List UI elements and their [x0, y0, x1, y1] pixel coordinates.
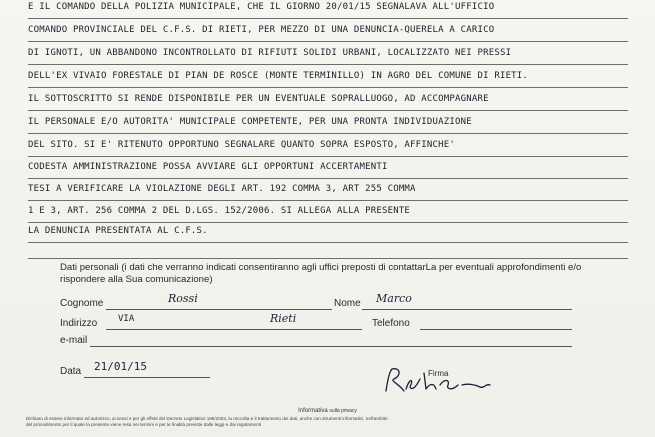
- handwritten-line-10: 1 E 3, ART. 256 COMMA 2 DEL D.LGS. 152/2006. SI ALLEGA ALLA PRESENTE: [28, 200, 628, 223]
- data-label: Data: [60, 366, 82, 377]
- informativa-text-line-2: del procedimento per il quale la presente viene resa nei termini e per le finalità previste dalle leggi e dai regolamenti: [26, 422, 261, 427]
- telefono-field[interactable]: [420, 329, 572, 330]
- handwritten-line-11: LA DENUNCIA PRESENTATA AL C.F.S.: [28, 220, 628, 243]
- handwritten-line-6: IL PERSONALE E/O AUTORITA' MUNICIPALE COMPETENTE, PER UNA PRONTA INDIVIDUAZIONE: [28, 111, 628, 134]
- row-data: [60, 360, 260, 380]
- informativa-title-main: Informativa: [298, 408, 328, 414]
- row-indirizzo-telefono: [60, 312, 620, 332]
- email-label: e-mail: [60, 335, 88, 346]
- data-field[interactable]: [84, 377, 210, 378]
- cognome-value: Rossi: [168, 292, 198, 305]
- indirizzo-label: Indirizzo: [60, 318, 98, 329]
- handwritten-line-7: DEL SITO. SI E' RITENUTO OPPORTUNO SEGNALARE QUANTO SOPRA ESPOSTO, AFFINCHE': [28, 134, 628, 157]
- personal-data-intro: Dati personali (i dati che verranno indicati consentiranno agli uffici preposti di contattarLa per eventuali approfondimenti e/o rispondere alla Sua comunicazione): [60, 262, 582, 285]
- email-field[interactable]: [90, 346, 572, 347]
- nome-label: Nome: [334, 298, 361, 309]
- row-email: [60, 333, 620, 349]
- handwritten-line-3: DI IGNOTI, UN ABBANDONO INCONTROLLATO DI RIFIUTI SOLIDI URBANI, LOCALIZZATO NEI PRESSI: [28, 42, 628, 65]
- informativa-text: [26, 416, 631, 428]
- blank-rule: [28, 258, 628, 259]
- nome-value: Marco: [376, 292, 412, 305]
- indirizzo-value-city: Rieti: [270, 312, 297, 325]
- handwritten-signature: [380, 365, 500, 397]
- cognome-label: Cognome: [60, 298, 104, 309]
- informativa-text-line-1: Dichiaro di essere informato ed autorizzo, ai sensi e per gli effetti del Decreto Legislativo 196/2003, la raccolta e il trattamento dei dati, anche con strumenti informatici, nell'ambito: [26, 416, 388, 421]
- handwritten-line-1: E IL COMANDO DELLA POLIZIA MUNICIPALE, CHE IL GIORNO 20/01/15 SEGNALAVA ALL'UFFICIO: [28, 0, 628, 19]
- row-cognome-nome: [60, 292, 620, 312]
- indirizzo-field[interactable]: [106, 329, 362, 330]
- handwritten-line-9: TESI A VERIFICARE LA VIOLAZIONE DEGLI ART. 192 COMMA 3, ART 255 COMMA: [28, 178, 628, 201]
- telefono-label: Telefono: [372, 318, 410, 329]
- informativa-title: [0, 408, 655, 414]
- handwritten-line-8: CODESTA AMMINISTRAZIONE POSSA AVVIARE GLI OPPORTUNI ACCERTAMENTI: [28, 156, 628, 179]
- handwritten-line-2: COMANDO PROVINCIALE DEL C.F.S. DI RIETI, PER MEZZO DI UNA DENUNCIA-QUERELA A CARICO: [28, 19, 628, 42]
- indirizzo-value-street: VIA: [118, 314, 135, 324]
- nome-field[interactable]: [362, 309, 572, 310]
- handwritten-line-4: DELL'EX VIVAIO FORESTALE DI PIAN DE ROSCE (MONTE TERMINILLO) IN AGRO DEL COMUNE DI RIETI.: [28, 65, 628, 88]
- informativa-title-sub: sulla privacy: [329, 408, 357, 414]
- handwritten-line-5: IL SOTTOSCRITTO SI RENDE DISPONIBILE PER UN EVENTUALE SOPRALLUOGO, AD ACCOMPAGNARE: [28, 88, 628, 111]
- firma-label: Firma: [428, 369, 449, 378]
- cognome-field[interactable]: [106, 309, 332, 310]
- data-value: 21/01/15: [94, 360, 147, 373]
